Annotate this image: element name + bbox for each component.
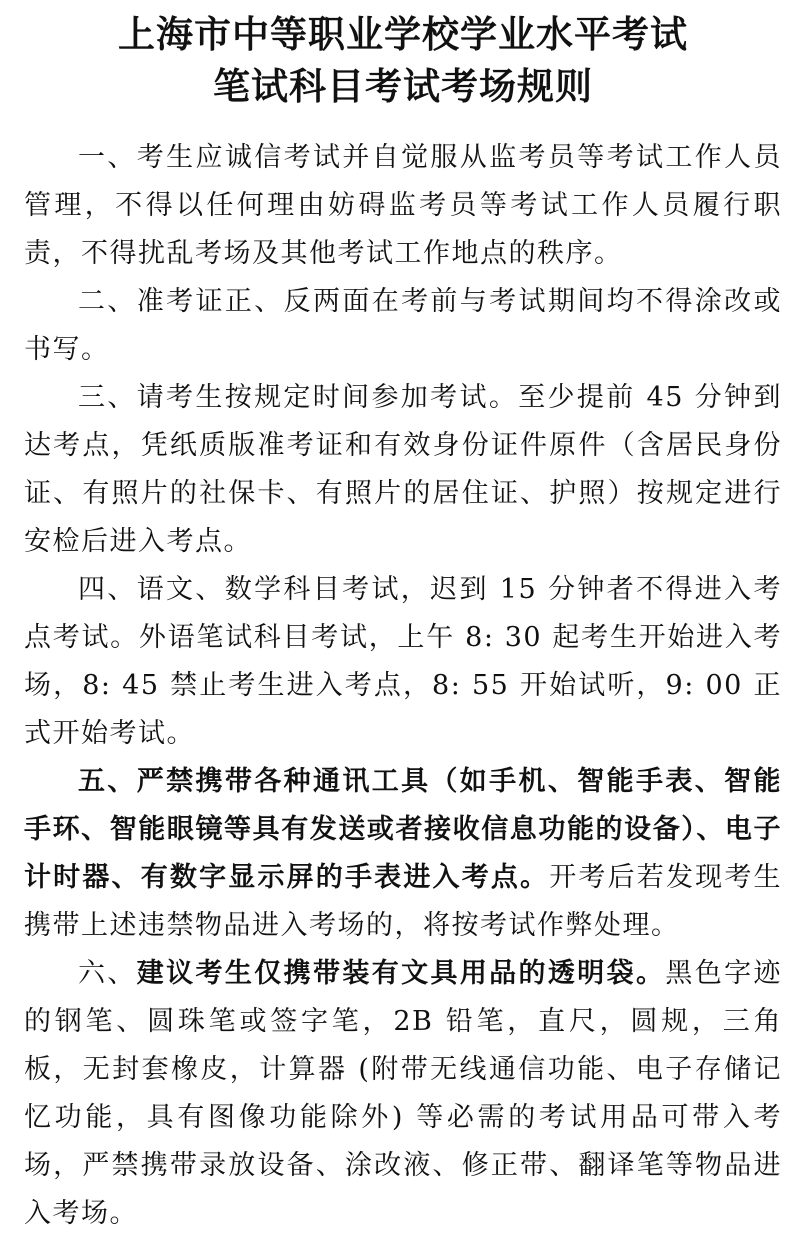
- title-line-1: 上海市中等职业学校学业水平考试: [118, 12, 688, 56]
- rule-3: [24, 374, 782, 566]
- rule-6-bold-text: 建议考生仅携带装有文具用品的透明袋。: [136, 958, 666, 989]
- rule-6: [24, 950, 782, 1238]
- rule-5-text: 开考后若发现考生携带上述违禁物品进入考场的，将按考试作弊处理。: [24, 862, 783, 941]
- title-line-2: 笔试科目考试考场规则: [213, 64, 593, 108]
- rule-6-number: 六、: [78, 958, 137, 989]
- rule-3-text: 三、请考生按规定时间参加考试。至少提前 45 分钟到达考点，凭纸质版准考证和有效身份证件原件（含居民身份证、有照片的社保卡、有照片的居住证、护照）按规定进行安检后进入考点。: [24, 382, 782, 557]
- rule-5-bold-text: 五、严禁携带各种通讯工具（如手机、智能手表、智能手环、智能眼镜等具有发送或者接收信息功能的设备）、电子计时器、有数字显示屏的手表进入考点。: [24, 766, 782, 893]
- rule-1-text: 一、考生应诚信考试并自觉服从监考员等考试工作人员管理，不得以任何理由妨碍监考员等考试工作人员履行职责，不得扰乱考场及其他考试工作地点的秩序。: [24, 142, 782, 269]
- rule-6-text: 黑色字迹的钢笔、圆珠笔或签字笔，2B 铅笔，直尺，圆规，三角板，无封套橡皮，计算器 (附带无线通信功能、电子存储记忆功能，具有图像功能除外) 等必需的考试用品可带入考场，严禁携带录放设备、涂改液、修正带、翻译笔等物品进入考场。: [24, 958, 783, 1229]
- rule-5: [24, 758, 782, 950]
- rule-2-text: 二、准考证正、反两面在考前与考试期间均不得涂改或书写。: [24, 286, 782, 365]
- rule-4-text: 四、语文、数学科目考试，迟到 15 分钟者不得进入考点考试。外语笔试科目考试，上午 8: 30 起考生开始进入考场，8: 45 禁止考生进入考点，8: 55 开始试听，9: 00 正式开始考试。: [24, 574, 782, 749]
- rules-list: [24, 134, 782, 1238]
- rule-1: [24, 134, 782, 278]
- rule-4: [24, 566, 782, 758]
- rule-2: [24, 278, 782, 374]
- document-title: [24, 8, 782, 112]
